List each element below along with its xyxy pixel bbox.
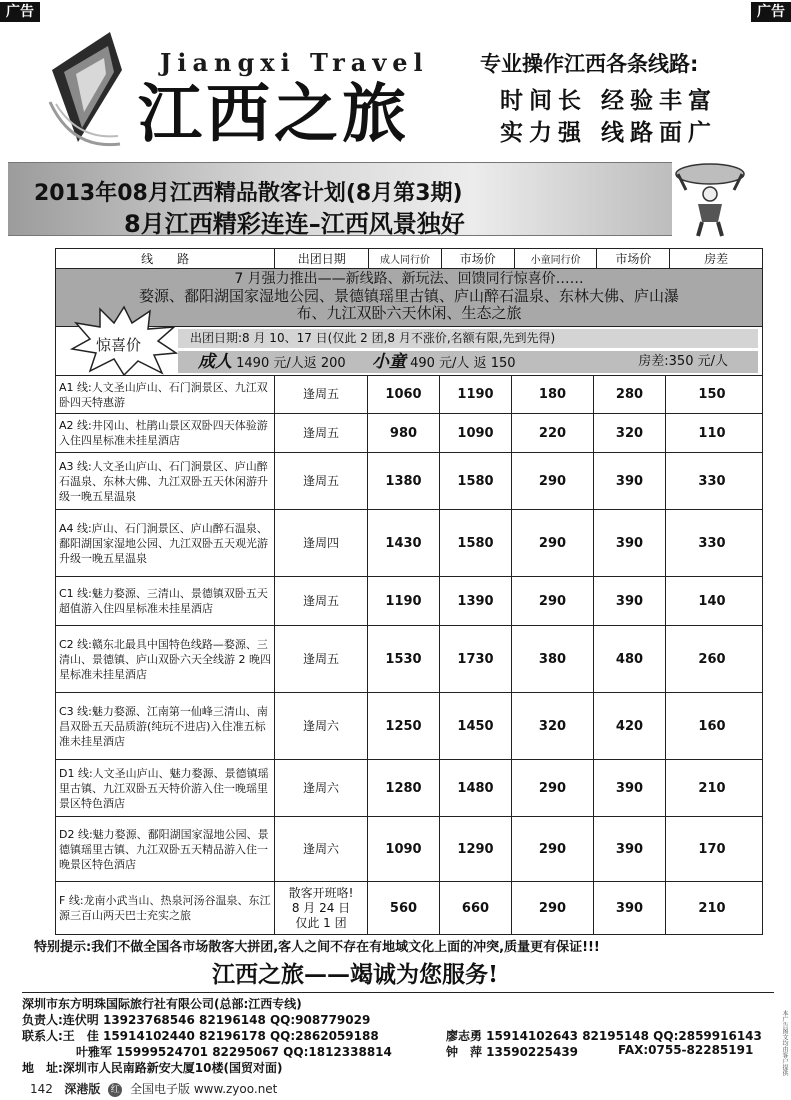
page-footer	[30, 1080, 277, 1097]
market-price-2-cell: 320	[594, 414, 666, 452]
child-price-cell: 220	[512, 414, 594, 452]
contact-line-2: 叶雅军 15999524701 82295067 QQ:1812338814	[76, 1045, 392, 1059]
route-price-table	[55, 248, 763, 935]
header-market-price-2: 市场价	[597, 249, 670, 268]
departure-cell: 逢周五	[275, 577, 368, 625]
contact-block	[22, 992, 774, 1075]
table-row	[56, 626, 762, 693]
brand-english: Jiangxi Travel	[160, 48, 429, 77]
header-market-price: 市场价	[442, 249, 515, 268]
route-cell: D1 线:人文圣山庐山、魅力婺源、景德镇瑶里古镇、九江双卧五天特价游入住一晚瑶里景区特色酒店	[56, 760, 275, 816]
market-price-2-cell: 390	[594, 760, 666, 816]
slogan-line-1: 时间长 经验丰富	[500, 88, 718, 114]
table-row	[56, 817, 762, 882]
adult-price-cell: 1250	[368, 693, 440, 759]
surprise-badge: 惊喜价	[96, 336, 142, 354]
header-route: 线 路	[56, 249, 275, 268]
room-fee-cell: 160	[698, 718, 726, 734]
room-fee-cell: 260	[698, 651, 726, 667]
slogan-title: 专业操作江西各条线路:	[480, 52, 699, 76]
market-price-2-cell: 390	[594, 453, 666, 509]
surprise-price-bar	[178, 351, 758, 373]
promo-title: 7 月强力推出——新线路、新玩法、回馈同行惊喜价……	[234, 271, 584, 287]
site-label: 全国电子版 www.zyoo.net	[130, 1082, 278, 1096]
route-cell: A4 线:庐山、石门涧景区、庐山醉石温泉、鄱阳湖国家湿地公园、九江双卧五天观光游升级一晚五星温泉	[56, 510, 275, 576]
market-price-2-cell: 390	[594, 817, 666, 881]
ad-label-right: 广告	[751, 2, 791, 22]
route-cell: F 线:龙南小武当山、热泉河汤谷温泉、东江源三百山两天巴士充实之旅	[56, 882, 275, 934]
child-price: 490 元/人 返 150	[410, 356, 516, 371]
room-fee: 房差:350 元/人	[638, 354, 728, 369]
room-fee-cell: 150	[698, 387, 726, 402]
market-price-2-cell: 480	[594, 626, 666, 692]
market-price-cell: 1730	[440, 626, 512, 692]
contact-line-2b: 钟 萍 13590225439	[446, 1045, 579, 1059]
edition-badge-icon: 红	[108, 1083, 122, 1097]
market-price-2-cell: 390	[594, 577, 666, 625]
room-fee-cell: 210	[698, 900, 726, 916]
child-label: 小童	[371, 352, 406, 372]
special-notice: 特别提示:我们不做全国各市场散客大拼团,客人之间不存在有地域文化上面的冲突,质量更有保证!!!	[34, 940, 600, 955]
table-row	[56, 760, 762, 817]
market-price-cell: 1450	[440, 693, 512, 759]
market-price-2-cell: 420	[594, 693, 666, 759]
contact-line-1: 联系人:王 佳 15914102440 82196178 QQ:2862059188	[22, 1029, 379, 1043]
contact-line-1b: 廖志勇 15914102643 82195148 QQ:2859916143	[446, 1029, 762, 1043]
child-price-cell: 290	[512, 453, 594, 509]
manager-line: 负责人:连伏明 13923768546 82196148 QQ:908779029	[22, 1013, 371, 1027]
route-cell: C1 线:魅力婺源、三清山、景德镇双卧五天超值游入住四星标准未挂星酒店	[56, 577, 275, 625]
market-price-cell: 1390	[440, 577, 512, 625]
promo-line-1: 婺源、鄱阳湖国家湿地公园、景德镇瑶里古镇、庐山醉石温泉、东林大佛、庐山瀑	[138, 287, 679, 305]
market-price-cell: 1580	[440, 510, 512, 576]
table-row	[56, 577, 762, 626]
adult-label: 成人	[198, 352, 232, 372]
adult-price-cell: 1090	[368, 817, 440, 881]
service-slogan: 江西之旅——竭诚为您服务!	[212, 961, 499, 988]
departure-cell: 逢周六	[275, 817, 368, 881]
child-price-cell: 290	[512, 510, 594, 576]
child-price-cell: 290	[512, 817, 594, 881]
market-price-cell: 1480	[440, 760, 512, 816]
child-price-cell: 290	[512, 760, 594, 816]
table-row	[56, 414, 762, 453]
adult-price-cell: 1380	[368, 453, 440, 509]
child-price-cell: 380	[512, 626, 594, 692]
adult-price: 1490 元/人返 200	[236, 356, 346, 371]
header-child-price: 小童同行价	[515, 249, 598, 268]
fax-line: FAX:0755-82285191	[618, 1043, 754, 1057]
adult-price-cell: 980	[368, 414, 440, 452]
departure-cell: 逢周五	[275, 376, 368, 413]
table-row	[56, 882, 762, 934]
market-price-cell: 1290	[440, 817, 512, 881]
route-cell: D2 线:魅力婺源、鄱阳湖国家湿地公园、景德镇瑶里古镇、九江双卧五天精品游入住一晚景区特色酒店	[56, 817, 275, 881]
route-cell: A3 线:人文圣山庐山、石门涧景区、庐山醉石温泉、东林大佛、九江双卧五天休闲游升级一晚五星温泉	[56, 453, 275, 509]
child-price-cell: 290	[512, 882, 594, 934]
surprise-price-block	[56, 327, 762, 376]
adult-price-cell: 560	[368, 882, 440, 934]
route-cell: A2 线:井冈山、杜鹃山景区双卧四天体验游入住四星标准未挂星酒店	[56, 414, 275, 452]
promo-line-2: 布、九江双卧六天休闲、生态之旅	[296, 304, 522, 322]
route-cell: C2 线:赣东北最具中国特色线路—婺源、三清山、景德镇、庐山双卧六天全线游 2 晚四星标准未挂星酒店	[56, 626, 275, 692]
carrier-figure-icon	[672, 160, 748, 238]
company-name: 深圳市东方明珠国际旅行社有限公司(总部:江西专线)	[22, 997, 302, 1011]
table-row	[56, 693, 762, 760]
departure-cell: 逢周五	[275, 453, 368, 509]
banner-subtitle: 8月江西精彩连连–江西风景独好	[124, 210, 465, 238]
adult-price-cell: 1280	[368, 760, 440, 816]
route-cell: C3 线:魅力婺源、江南第一仙峰三清山、南昌双卧五天品质游(纯玩不进店)入住准五标准未挂星酒店	[56, 693, 275, 759]
departure-cell: 逢周五	[275, 626, 368, 692]
adult-price-cell: 1430	[368, 510, 440, 576]
table-row	[56, 376, 762, 414]
side-note: 本广告图文均由客户提供	[781, 1010, 788, 1076]
room-fee-cell: 170	[698, 841, 726, 857]
surprise-departure: 出团日期:8 月 10、17 日(仅此 2 团,8 月不涨价,名额有限,先到先得)	[178, 329, 758, 348]
header-departure: 出团日期	[275, 249, 369, 268]
child-price-cell: 180	[512, 376, 594, 413]
market-price-cell: 660	[440, 882, 512, 934]
route-cell: A1 线:人文圣山庐山、石门涧景区、九江双卧四天特惠游	[56, 376, 275, 413]
table-row	[56, 510, 762, 577]
room-fee-cell: 140	[698, 593, 726, 609]
adult-price-cell: 1060	[368, 376, 440, 413]
room-fee-cell: 330	[698, 473, 726, 489]
departure-cell: 散客开班咯! 8 月 24 日 仅此 1 团	[275, 882, 368, 934]
departure-cell: 逢周四	[275, 510, 368, 576]
market-price-cell: 1580	[440, 453, 512, 509]
departure-cell: 逢周五	[275, 414, 368, 452]
address-line: 地 址:深圳市人民南路新安大厦10楼(国贸对面)	[22, 1061, 283, 1075]
departure-cell: 逢周六	[275, 693, 368, 759]
child-price-cell: 320	[512, 693, 594, 759]
room-fee-cell: 210	[698, 780, 726, 796]
ad-label-left: 广告	[0, 2, 40, 22]
header-room-fee: 房差	[704, 252, 729, 266]
banner-title: 2013年08月江西精品散客计划(8月第3期)	[34, 181, 463, 206]
page-number: 142	[30, 1082, 53, 1096]
child-price-cell: 290	[512, 577, 594, 625]
edition-label: 深港版	[64, 1082, 101, 1096]
market-price-2-cell: 390	[594, 510, 666, 576]
adult-price-cell: 1190	[368, 577, 440, 625]
market-price-cell: 1190	[440, 376, 512, 413]
header-adult-price: 成人同行价	[369, 249, 442, 268]
adult-price-cell: 1530	[368, 626, 440, 692]
slogan-line-2: 实力强 线路面广	[500, 120, 718, 146]
table-header	[56, 249, 762, 269]
room-fee-cell: 330	[698, 535, 726, 551]
table-row	[56, 453, 762, 510]
market-price-cell: 1090	[440, 414, 512, 452]
departure-cell: 逢周六	[275, 760, 368, 816]
brand-chinese: 江西之旅	[138, 78, 410, 152]
market-price-2-cell: 280	[594, 376, 666, 413]
brand-logo-icon	[42, 32, 132, 152]
market-price-2-cell: 390	[594, 882, 666, 934]
room-fee-cell: 110	[698, 425, 726, 441]
